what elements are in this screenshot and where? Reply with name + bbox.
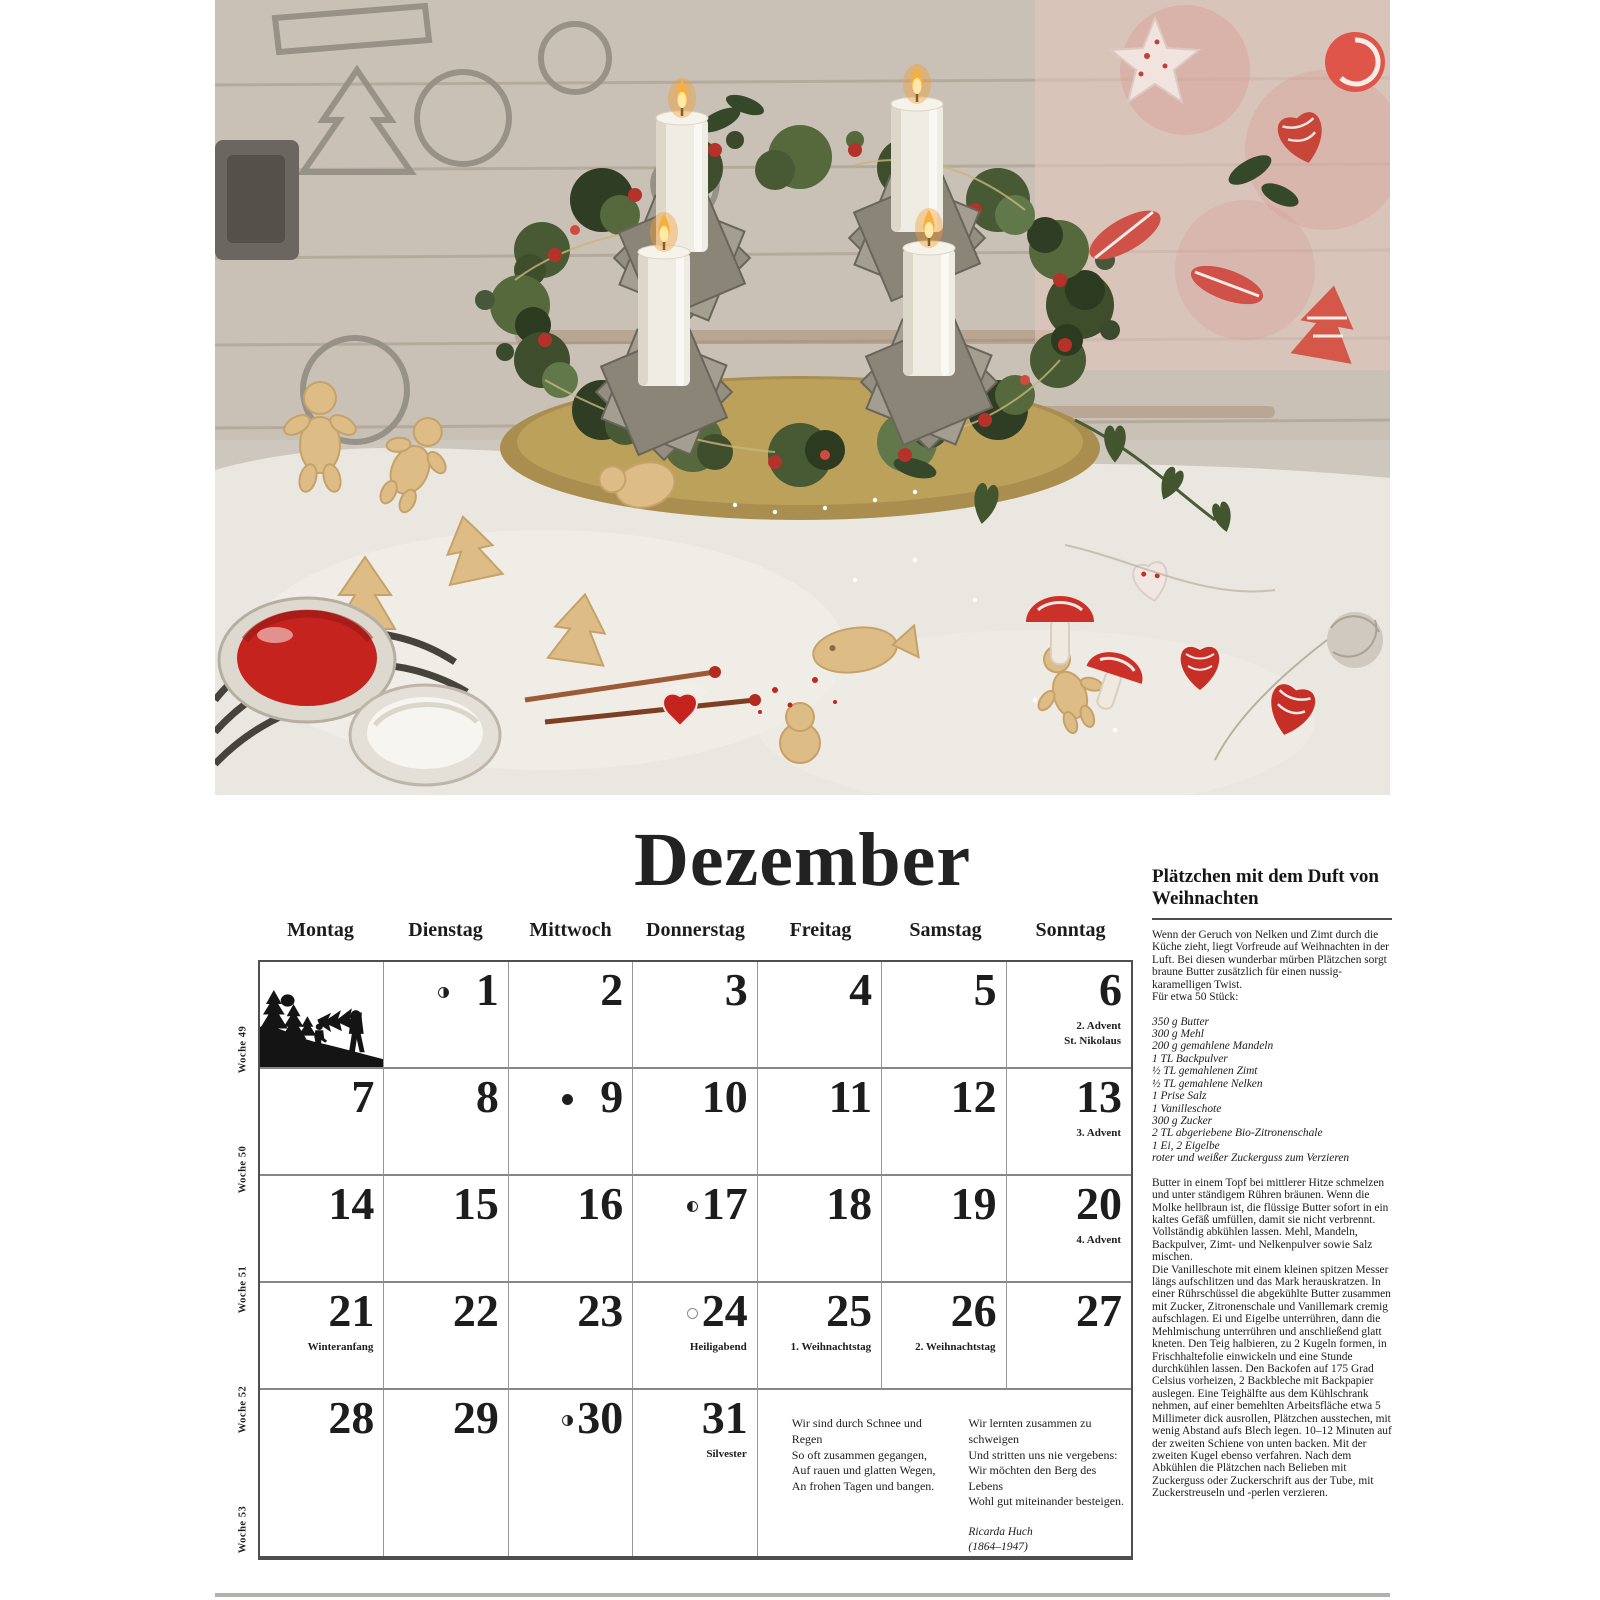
day-note: St. Nikolaus [1064,1035,1121,1048]
week-label: Woche 50 [237,1145,249,1194]
day-number: 8 [475,1071,499,1123]
day-note: 4. Advent [1076,1234,1121,1247]
ingredient-line: 300 g Mehl [1152,1028,1204,1041]
day-cell [509,1283,633,1390]
photo-advent-wreath-and-cookies [215,0,1390,795]
day-number: 20 [1076,1178,1122,1230]
day-number: 1 [475,964,499,1015]
day-notes [308,1340,374,1355]
day-cell [260,1390,384,1556]
page-bottom-edge [215,1593,1390,1597]
day-cell [882,1176,1006,1283]
day-cell [509,1176,633,1283]
day-notes [1076,1233,1121,1248]
white-icing-bowl [350,685,500,785]
recipe-heading: Plätzchen mit dem Duft von Weihnachten [1152,866,1379,910]
moon-new-icon [562,1094,573,1105]
ingredient-line: 1 TL Backpulver [1152,1052,1228,1065]
day-notes [1076,1126,1121,1141]
week-label: Woche 51 [237,1265,249,1314]
day-cell [633,1283,757,1390]
poem-line: Wir möchten den Berg des Lebens [968,1463,1097,1493]
day-number: 28 [328,1392,375,1444]
day-number: 27 [1076,1285,1122,1337]
day-cell [1007,1176,1131,1283]
poem-attribution-years: (1864–1947) [968,1541,1028,1554]
day-cell [882,1283,1006,1390]
day-number: 12 [950,1071,997,1123]
day-cell [1007,1283,1131,1390]
poem-line: An frohen Tagen und bangen. [791,1478,935,1493]
day-notes [690,1340,747,1355]
day-header: Donnerstag [646,919,745,941]
day-number: 11 [828,1071,873,1123]
poem-line: Wir lernten zusammen zu schweigen [968,1416,1092,1446]
illustration-cell [260,962,384,1069]
day-cell [758,1283,882,1390]
photo-illustration [215,0,1390,795]
day-cell [633,962,757,1069]
winter-walk-silhouette [260,962,383,1067]
recipe-step: Die Vanilleschote mit einem kleinen spitzen Messer längs aufschlitzen und das Mark herauskratzen. In einer Rührschüssel die abgekühlte Butter zusammen mit Zucker, Zitronenschale und Vanillemark cremig aufschlagen. Ei und Eigelbe unterrühren, dann die Mehlmischung unterrühren und anschließend glatt kneten. Den Teig halbieren, zu 2 Kugeln formen, in Frischhaltefolie einwickeln und eine Stunde durchkühlen lassen. Den Backofen auf 175 Grad Celsius vorheizen, 2 Backbleche mit Backpapier auslegen. Eine Teighälfte aus dem Kühlschrank nehmen, auf einer bemehlten Arbeitsfläche etwa 5 Millimeter dick ausrollen, Plätzchen ausstechen, mit wenig Abstand aufs Blech legen. 10–12 Minuten auf der zweiten Schiene von unten backen. Mit der zweiten Kugel ebenso verfahren. Nach dem Abkühlen die Plätzchen nach Belieben mit Zuckerguss oder Zuckerschrift aus der Tube, mit Zuckerstreuseln und -perlen verzieren. [1152,1263,1392,1500]
day-notes [1064,1019,1121,1050]
day-cell [1007,1069,1131,1176]
day-number: 7 [351,1071,375,1123]
ingredient-line: 200 g gemahlene Mandeln [1152,1040,1274,1053]
day-header: Dienstag [408,919,483,941]
moon-last-quarter-icon [438,987,449,998]
ingredient-line: 1 Prise Salz [1152,1090,1207,1103]
day-number: 2 [600,964,624,1015]
day-notes [915,1340,995,1355]
day-cell [260,1176,384,1283]
day-number: 6 [1099,964,1122,1015]
day-number: 13 [1076,1071,1122,1123]
recipe-yield: Für etwa 50 Stück: [1152,991,1239,1004]
day-number: 21 [328,1285,375,1337]
day-number: 23 [577,1285,624,1337]
day-cell [509,1069,633,1176]
day-number: 22 [452,1285,499,1337]
day-cell [384,1283,508,1390]
moon-last-quarter-icon [562,1415,573,1426]
week-label: Woche 49 [237,1025,249,1074]
day-number: 17 [701,1178,748,1230]
day-number: 18 [826,1178,873,1230]
day-number: 30 [577,1392,624,1444]
day-number: 31 [701,1392,748,1444]
poem-attribution-name: Ricarda Huch [968,1525,1033,1538]
day-cell [633,1390,757,1556]
moon-first-quarter-icon [687,1201,698,1212]
recipe-step: Butter in einem Topf bei mittlerer Hitze schmelzen und unter ständigem Rühren bräunen. Wenn die Molke hellbraun ist, die flüssige Butter sofort in ein kaltes Gefäß umfüllen, damit sie nicht verbrennt. Vollständig abkühlen lassen. Mehl, Mandeln, Backpulver, Zimt- und Nelkenpulver sowie Salz mischen. [1152,1176,1389,1264]
calendar-grid [258,960,1133,1560]
day-number: 26 [950,1285,997,1337]
day-number: 29 [452,1392,499,1444]
day-cell [633,1176,757,1283]
day-number: 19 [950,1178,997,1230]
day-cell [758,1069,882,1176]
day-header: Montag [287,919,354,941]
day-number: 14 [328,1178,375,1230]
ingredient-line: ½ TL gemahlene Nelken [1152,1077,1263,1090]
day-number: 10 [701,1071,748,1123]
day-note: Winteranfang [307,1341,374,1354]
recipe-steps [1152,1177,1392,1500]
day-cell [509,1390,633,1556]
day-number: 5 [973,964,997,1015]
day-cell [384,962,508,1069]
ingredient-line: 300 g Zucker [1152,1114,1213,1127]
heading-rule [1152,918,1392,920]
poem-line: Wohl gut miteinander besteigen. [968,1494,1125,1509]
moon-full-icon [687,1308,698,1319]
day-number: 24 [701,1285,748,1337]
day-notes [791,1340,871,1355]
day-note: 1. Weihnachtstag [790,1341,872,1354]
recipe-article [1152,866,1392,1500]
day-note: 2. Weihnachtstag [915,1341,996,1354]
poem-cell [758,1390,1131,1556]
day-cell [509,962,633,1069]
day-notes [706,1447,746,1462]
recipe-intro: Wenn der Geruch von Nelken und Zimt durch die Küche zieht, liegt Vorfreude auf Weihnachten in der Luft. Bei diesen wunderbar mürben Plätzchen sorgt braune Butter zusätzlich für einen nussig-karamelligen Twist. [1152,929,1389,991]
day-cell [882,1069,1006,1176]
ingredient-line: 1 Ei, 2 Eigelbe [1152,1139,1220,1152]
day-note: Silvester [706,1448,747,1461]
day-cell [260,1069,384,1176]
day-cell [758,962,882,1069]
day-cell [384,1176,508,1283]
day-note: 3. Advent [1076,1127,1121,1140]
poem-attribution [968,1525,1131,1556]
ingredient-line: ½ TL gemahlenen Zimt [1152,1065,1258,1078]
month-title: Dezember [633,818,972,902]
day-header: Mittwoch [529,919,612,941]
poem-line: So oft zusammen gegangen, [791,1447,928,1462]
day-number: 16 [577,1178,624,1230]
day-cell [633,1069,757,1176]
day-number: 3 [724,964,748,1015]
week-label: Woche 53 [237,1505,249,1554]
ingredient-line: 1 Vanilleschote [1152,1102,1222,1115]
ingredient-line: 2 TL abgeriebene Bio-Zitronenschale [1152,1127,1323,1140]
day-cell [260,1283,384,1390]
ingredient-line: 350 g Butter [1152,1015,1209,1028]
ingredient-line: roter und weißer Zuckerguss zum Verzieren [1152,1152,1350,1165]
day-note: 2. Advent [1076,1020,1121,1032]
poem-stanza [968,1416,1131,1510]
day-number: 15 [452,1178,499,1230]
day-number: 4 [849,964,873,1015]
poem-line: Und stritten uns nie vergebens: [968,1447,1118,1462]
day-note: Heiligabend [689,1341,747,1354]
day-cell [1007,962,1131,1069]
day-header-row [258,919,1133,942]
day-number: 25 [826,1285,873,1337]
day-header: Samstag [909,919,982,941]
day-cell [758,1176,882,1283]
day-header: Freitag [789,919,852,941]
poem-stanza-wrap [968,1416,1131,1556]
poem-line: Wir sind durch Schnee und Regen [791,1416,922,1446]
day-cell [882,962,1006,1069]
poem-stanza [792,1416,943,1556]
ingredient-list [1152,1016,1392,1165]
day-header: Sonntag [1035,919,1106,941]
poem-line: Auf rauen und glatten Wegen, [791,1463,936,1478]
day-number: 9 [600,1071,624,1123]
week-label: Woche 52 [237,1385,249,1434]
day-cell [384,1069,508,1176]
day-cell [384,1390,508,1556]
